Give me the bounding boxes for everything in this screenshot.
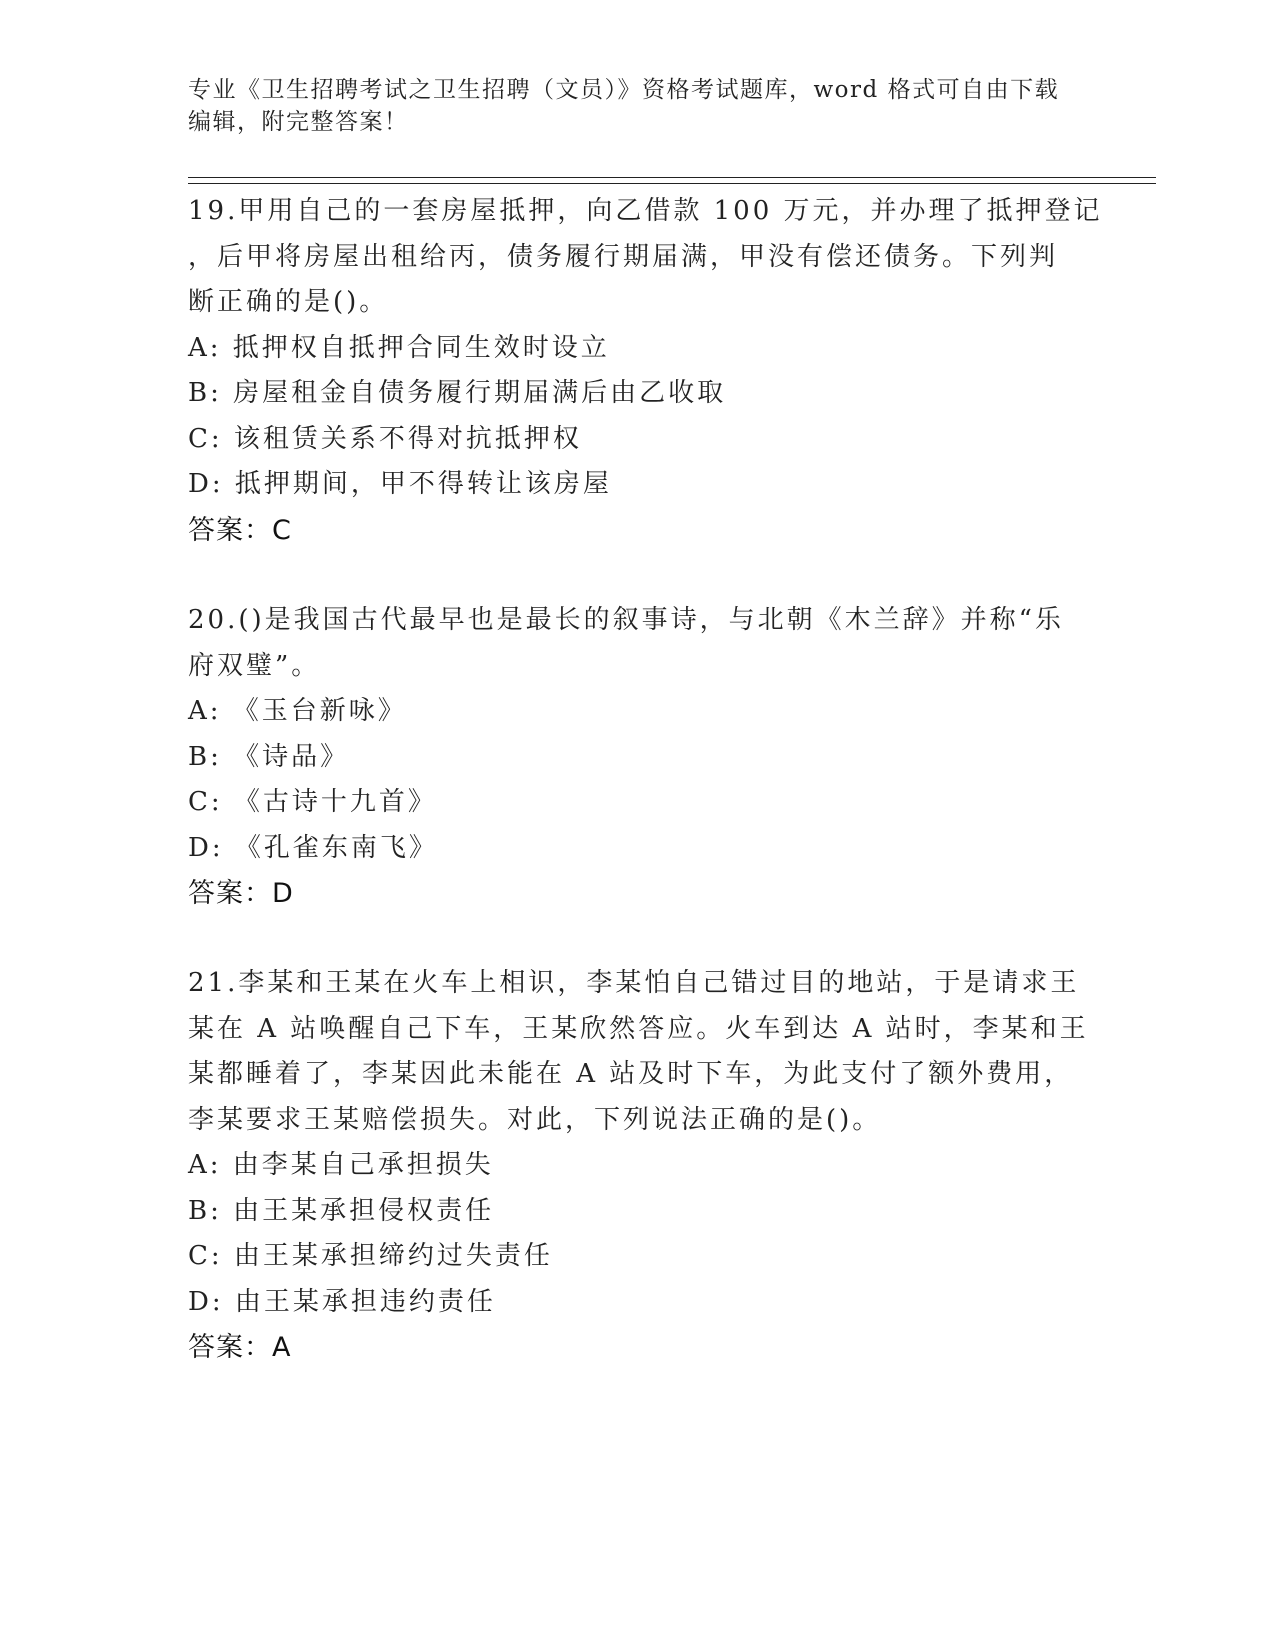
option-c: C: 该租赁关系不得对抗抵押权 [188,423,582,454]
header-line-1: 专业《卫生招聘考试之卫生招聘（文员）》资格考试题库，word 格式可自由下载 [188,77,1060,103]
question-text-line: 19.甲用自己的一套房屋抵押，向乙借款 100 万元，并办理了抵押登记 [188,196,1103,226]
option-a: A: 由李某自己承担损失 [188,1150,494,1180]
header-divider-top [188,177,1156,178]
option-c: C: 由王某承担缔约过失责任 [188,1241,553,1271]
question-text-line: 某都睡着了，李某因此未能在 A 站及时下车，为此支付了额外费用， [188,1059,1074,1089]
option-a: A: 《玉台新咏》 [188,696,407,726]
header-divider-bottom [188,183,1156,184]
question-21 [188,961,1088,1371]
answer-label: 答案：A [188,1332,292,1363]
answer-label: 答案：C [188,514,292,546]
option-b: B: 由王某承担侵权责任 [188,1195,495,1226]
option-c: C: 《古诗十九首》 [188,787,437,817]
question-text-line: ，后甲将房屋出租给丙，债务履行期届满，甲没有偿还债务。下列判 [188,241,1059,272]
option-b: B: 房屋租金自债务履行期届满后由乙收取 [188,378,727,408]
option-d: D: 由王某承担违约责任 [188,1286,496,1317]
question-20 [188,598,1088,917]
option-d: D: 《孔雀东南飞》 [188,832,438,863]
question-19 [188,189,1103,553]
question-text-line: 20.()是我国古代最早也是最长的叙事诗，与北朝《木兰辞》并称“乐 [188,605,1064,635]
question-text-line: 断正确的是()。 [188,287,389,317]
question-text-line: 府双璧”。 [188,650,321,681]
option-b: B: 《诗品》 [188,741,350,772]
option-a: A: 抵押权自抵押合同生效时设立 [188,332,610,363]
answer-label: 答案：D [188,878,294,909]
question-text-line: 某在 A 站唤醒自己下车，王某欣然答应。火车到达 A 站时，李某和王 [188,1013,1089,1044]
question-text-line: 李某要求王某赔偿损失。对此，下列说法正确的是()。 [188,1104,882,1135]
document-header [188,74,1068,138]
question-text-line: 21.李某和王某在火车上相识，李某怕自己错过目的地站，于是请求王 [188,968,1080,998]
header-line-2: 编辑，附完整答案！ [188,109,409,135]
option-d: D: 抵押期间，甲不得转让该房屋 [188,469,612,499]
